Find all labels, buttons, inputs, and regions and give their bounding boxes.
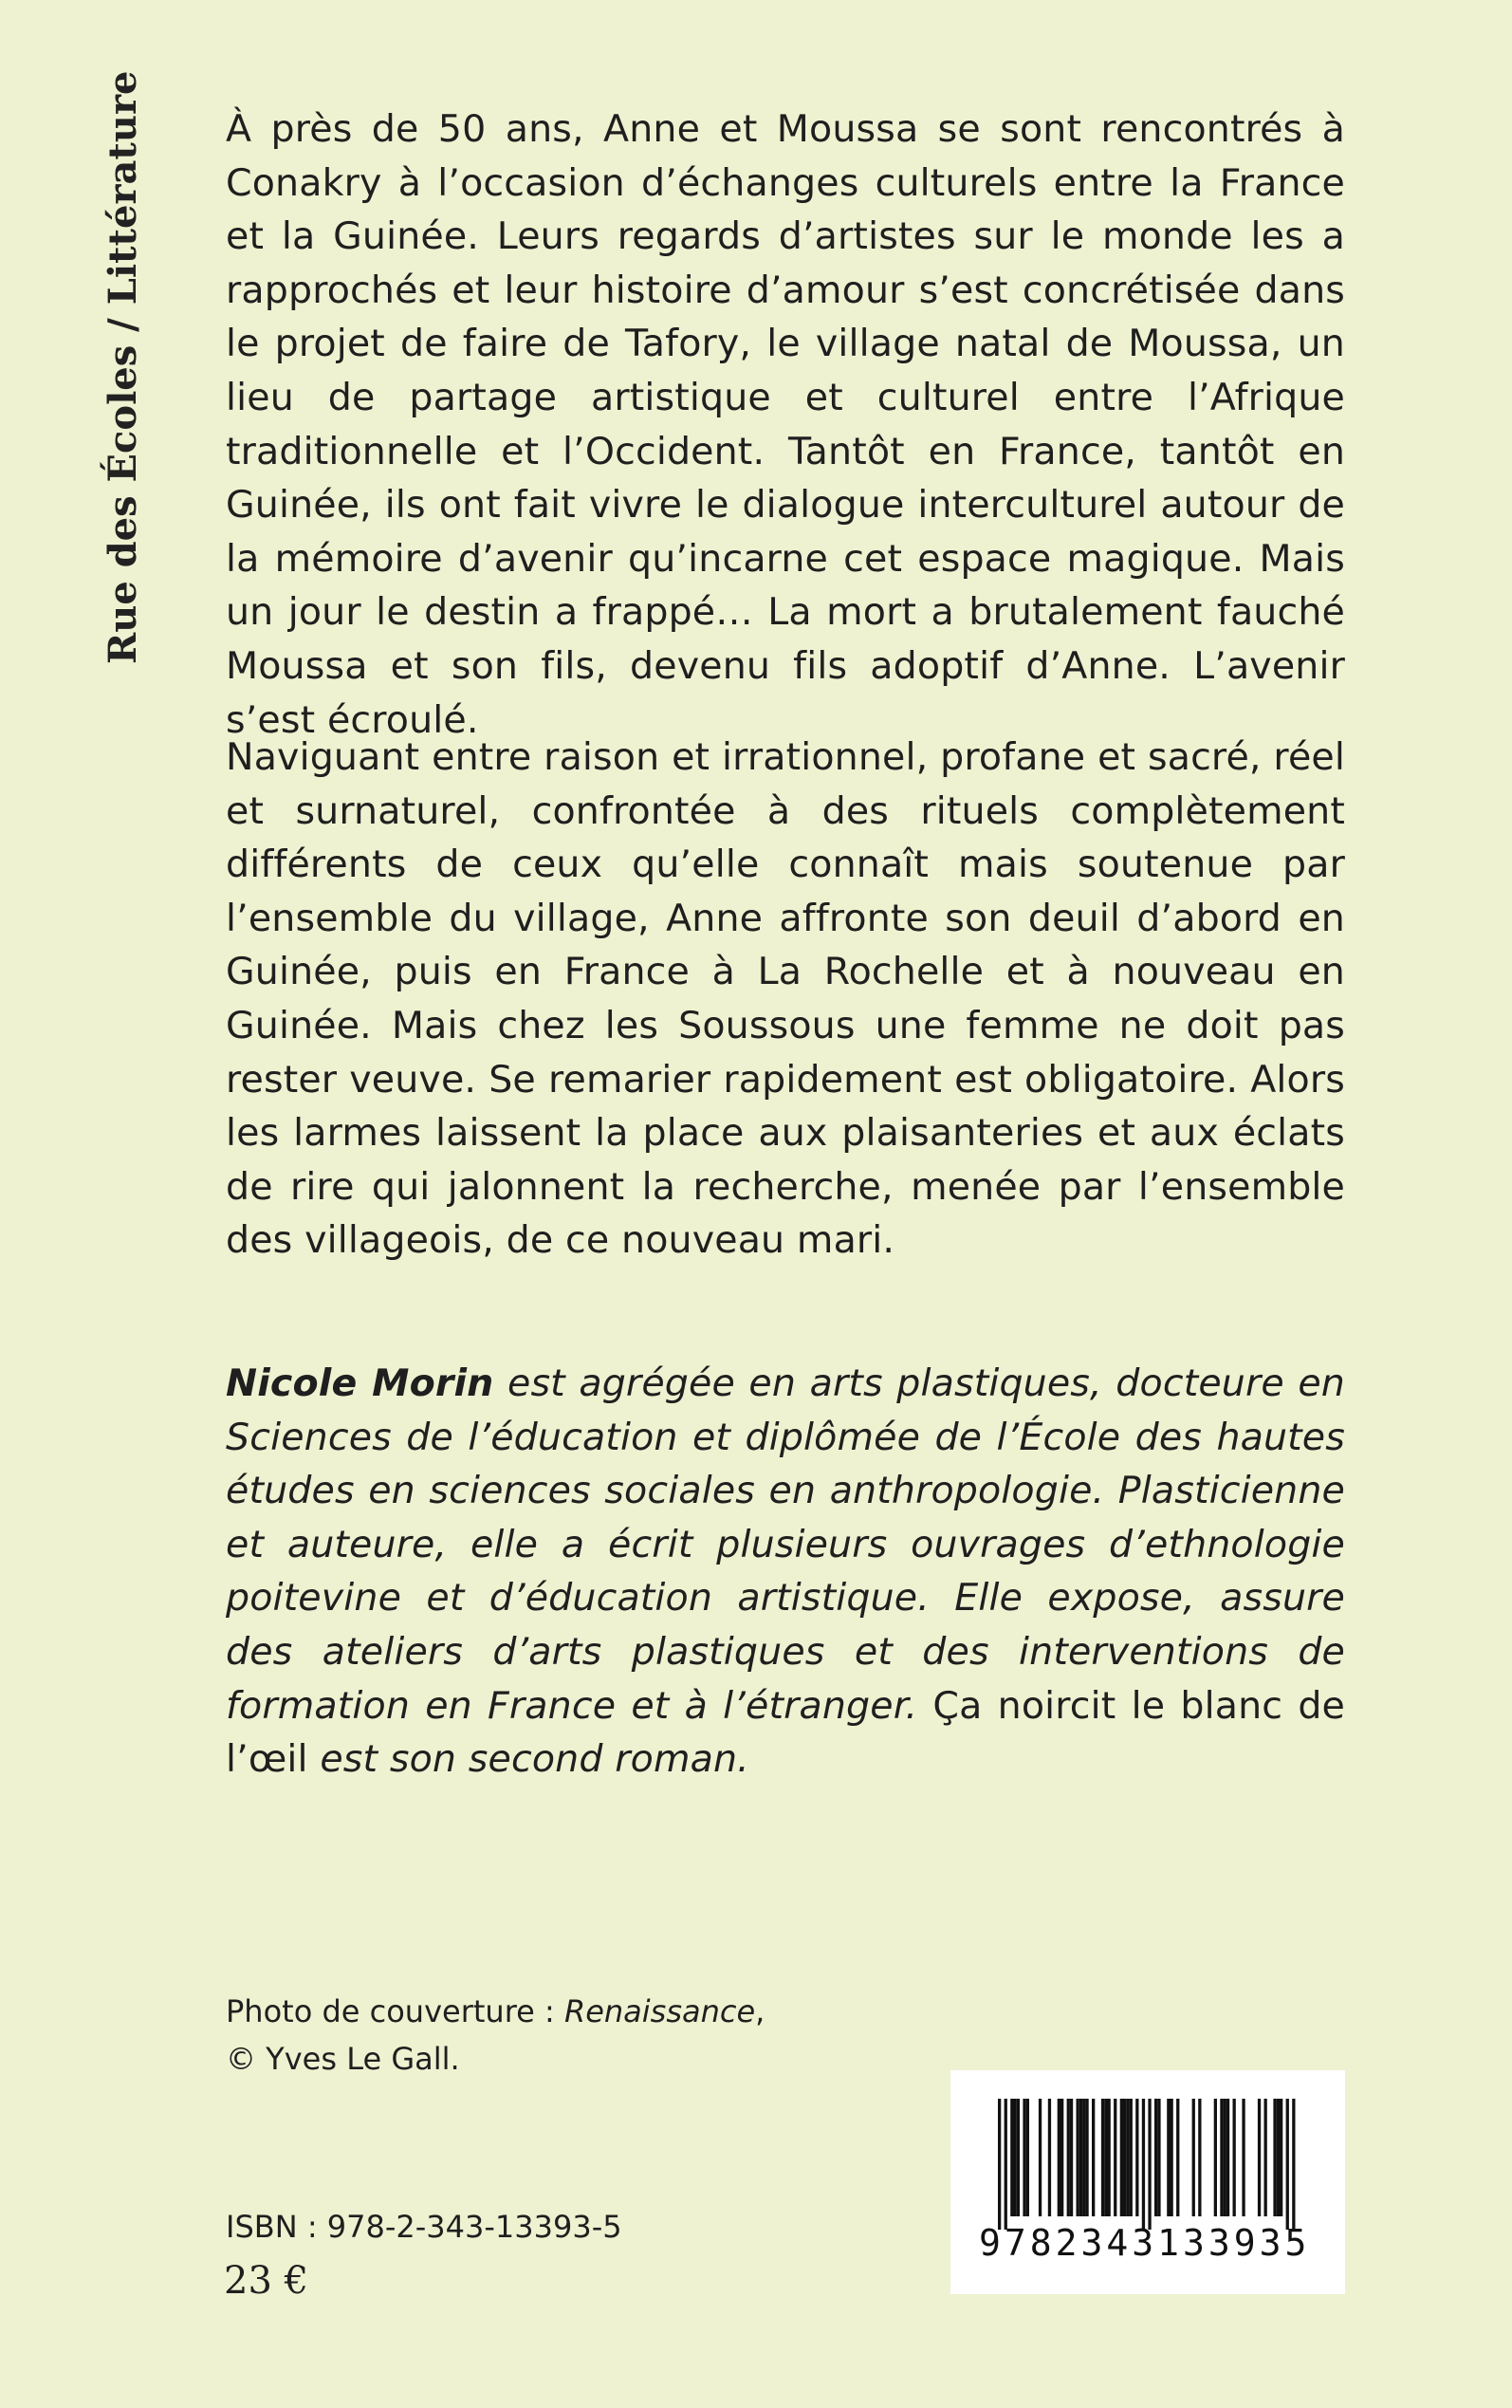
barcode-bar bbox=[1220, 2099, 1223, 2216]
barcode-bar bbox=[1148, 2099, 1151, 2230]
author-bio-paragraph bbox=[226, 1357, 1345, 1787]
barcode-bar bbox=[1017, 2099, 1020, 2216]
artwork-title: Renaissance bbox=[563, 1993, 756, 2029]
author-bio-end: est son second roman. bbox=[307, 1737, 749, 1782]
barcode-bar bbox=[1082, 2099, 1085, 2216]
barcode-bar bbox=[1077, 2099, 1079, 2216]
barcode-bar bbox=[1108, 2099, 1111, 2216]
photo-credit-line-1 bbox=[226, 1988, 765, 2035]
barcode-bar bbox=[1233, 2099, 1236, 2216]
barcode-bar bbox=[1157, 2099, 1160, 2216]
artwork-title-comma: , bbox=[755, 1993, 765, 2029]
barcode-bar bbox=[1114, 2099, 1116, 2216]
barcode-bar bbox=[1023, 2099, 1025, 2216]
barcode-bar bbox=[1058, 2099, 1060, 2216]
author-name: Nicole Morin bbox=[226, 1361, 494, 1405]
price: 23 € bbox=[224, 2259, 309, 2303]
barcode-bar bbox=[1092, 2099, 1095, 2216]
barcode-bar bbox=[1120, 2099, 1123, 2216]
barcode-bar bbox=[1258, 2099, 1261, 2216]
barcode-bar bbox=[1085, 2099, 1088, 2216]
barcode-bar bbox=[1242, 2099, 1245, 2216]
barcode-bar bbox=[1171, 2099, 1173, 2216]
barcode-bar bbox=[1010, 2099, 1013, 2216]
summary-paragraph-2: Naviguant entre raison et irrationnel, profane et sacré, réel et surnaturel, confrontée à des rituels complètement différents de ceux qu’elle connaît mais soutenue par l’ensemble du village, Anne affronte son deuil d’abord en Guinée, puis en France à La Rochelle et à nouveau en Guinée. Mais chez les Soussous une femme ne doit pas rester veuve. Se remarier rapidement est obligatoire. Alors les larmes laissent la place aux plaisanteries et aux éclats de rire qui jalonnent la recherche, menée par l’ensemble des villageois, de ce nouveau mari. bbox=[226, 735, 1345, 1263]
barcode-bar bbox=[1192, 2099, 1195, 2216]
barcode-bar bbox=[1039, 2099, 1042, 2216]
barcode-bar bbox=[1176, 2099, 1179, 2216]
barcode-bar bbox=[1135, 2099, 1138, 2216]
barcode-bar bbox=[1224, 2099, 1226, 2216]
isbn: ISBN : 978-2-343-13393-5 bbox=[226, 2209, 622, 2245]
series-spine-title: Rue des Écoles / Littérature bbox=[101, 70, 145, 664]
barcode-bar bbox=[1280, 2099, 1282, 2216]
barcode-bar bbox=[1070, 2099, 1073, 2216]
barcode-bar bbox=[1026, 2099, 1029, 2216]
barcode-bar bbox=[1079, 2099, 1082, 2216]
photo-copyright: © Yves Le Gall. bbox=[226, 2041, 460, 2077]
photo-credit-label: Photo de couverture : bbox=[226, 1993, 564, 2029]
summary-section-2 bbox=[226, 731, 1345, 1268]
barcode-bar bbox=[1126, 2099, 1129, 2216]
barcode-bar bbox=[1292, 2099, 1295, 2230]
barcode-bar bbox=[1198, 2099, 1201, 2216]
barcode-bar bbox=[1214, 2099, 1217, 2216]
summary-section-1 bbox=[226, 102, 1345, 747]
barcode-bar bbox=[1154, 2099, 1157, 2216]
photo-credit bbox=[226, 1988, 765, 2083]
barcode-bar bbox=[1101, 2099, 1104, 2216]
barcode-bar bbox=[1048, 2099, 1051, 2216]
barcode-bars bbox=[998, 2099, 1311, 2230]
author-bio bbox=[226, 1357, 1345, 1787]
summary-paragraph-1: À près de 50 ans, Anne et Moussa se sont rencontrés à Conakry à l’occasion d’échanges culturels entre la France et la Guinée. Leurs regards d’artistes sur le monde les a rapprochés et leur histoire d’amour s’est concrétisée dans le projet de faire de Tafory, le village natal de Moussa, un lieu de partage artistique et culturel entre l’Afrique traditionnelle et l’Occident. Tantôt en France, tantôt en Guinée, ils ont fait vivre le dialogue interculturel autour de la mémoire d’avenir qu’incarne cet espace magique. Mais un jour le destin a frappé… La mort a brutalement fauché Moussa et son fils, devenu fils adoptif d’Anne. L’avenir s’est écroulé. bbox=[226, 107, 1345, 742]
author-bio-text: est agrégée en arts plastiques, docteure en Sciences de l’éducation et diplômée de l’École des hautes études en sciences sociales en anthropologie. Plasticienne et auteure, elle a écrit plusieurs ouvrages d’ethnologie poitevine et d’éducation artistique. Elle expose, assure des ateliers d’arts plastiques et des interventions de formation en France et à l’étranger. bbox=[226, 1361, 1345, 1728]
barcode-bar bbox=[1142, 2099, 1145, 2230]
barcode-bar bbox=[1226, 2099, 1229, 2216]
barcode-bar bbox=[1014, 2099, 1017, 2216]
barcode-bar bbox=[1060, 2099, 1063, 2216]
barcode-bar bbox=[1005, 2099, 1007, 2230]
barcode-bar bbox=[1273, 2099, 1276, 2216]
barcode-bar bbox=[1277, 2099, 1280, 2216]
barcode bbox=[950, 2070, 1345, 2294]
barcode-bar bbox=[1130, 2099, 1133, 2216]
barcode-bar bbox=[1067, 2099, 1070, 2216]
barcode-digits: 9782343133935 bbox=[979, 2222, 1311, 2264]
barcode-bar bbox=[998, 2099, 1001, 2230]
barcode-bar bbox=[1104, 2099, 1107, 2216]
barcode-bar bbox=[1167, 2099, 1170, 2216]
barcode-bar bbox=[1286, 2099, 1289, 2230]
barcode-bar bbox=[1123, 2099, 1126, 2216]
barcode-bar bbox=[1264, 2099, 1267, 2216]
book-title: Ça noircit le blanc de l’œil bbox=[226, 1683, 1345, 1782]
